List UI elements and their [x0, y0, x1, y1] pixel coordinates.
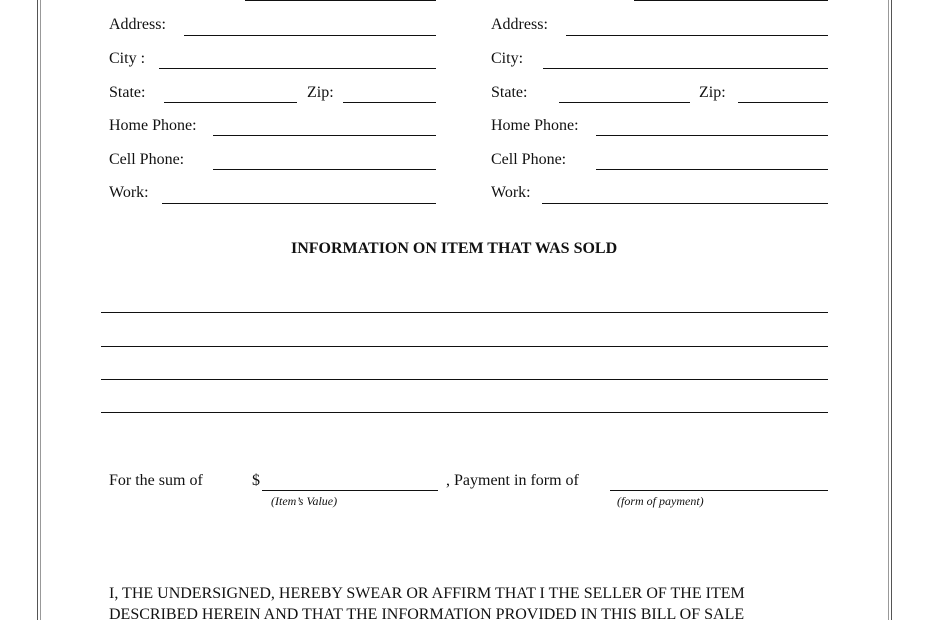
- seller-state-label: State:: [109, 84, 146, 101]
- payment-form-label: , Payment in form of: [446, 472, 579, 489]
- buyer-work-field[interactable]: [542, 203, 828, 204]
- seller-prev-field-line[interactable]: [245, 0, 436, 1]
- buyer-state-field[interactable]: [559, 102, 690, 103]
- page-border-left-inner: [40, 0, 41, 620]
- buyer-zip-field[interactable]: [738, 102, 828, 103]
- seller-work-label: Work:: [109, 184, 149, 201]
- buyer-cell-phone-label: Cell Phone:: [491, 151, 567, 168]
- item-section-heading: INFORMATION ON ITEM THAT WAS SOLD: [291, 240, 618, 257]
- buyer-prev-field-line[interactable]: [634, 0, 828, 1]
- buyer-zip-label: Zip:: [699, 84, 726, 101]
- buyer-work-label: Work:: [491, 184, 531, 201]
- seller-work-field[interactable]: [162, 203, 436, 204]
- buyer-cell-phone-field[interactable]: [596, 169, 828, 170]
- seller-home-phone-label: Home Phone:: [109, 117, 197, 134]
- item-value-field[interactable]: [262, 490, 438, 491]
- buyer-address-field[interactable]: [566, 35, 828, 36]
- dollar-sign: $: [252, 472, 260, 489]
- item-description-line-3[interactable]: [101, 379, 828, 380]
- seller-cell-phone-label: Cell Phone:: [109, 151, 185, 168]
- seller-address-label: Address:: [109, 16, 166, 33]
- page-border-right-inner: [888, 0, 889, 620]
- seller-address-field[interactable]: [184, 35, 436, 36]
- buyer-city-label: City:: [491, 50, 524, 67]
- affirmation-line-1: I, THE UNDERSIGNED, HEREBY SWEAR OR AFFIRM THAT I THE SELLER OF THE ITEM: [109, 585, 745, 602]
- seller-city-label: City :: [109, 50, 146, 67]
- affirmation-line-2: DESCRIBED HEREIN AND THAT THE INFORMATION PROVIDED IN THIS BILL OF SALE: [109, 606, 745, 623]
- item-value-caption: (Item’s Value): [271, 494, 338, 508]
- seller-home-phone-field[interactable]: [213, 135, 436, 136]
- seller-cell-phone-field[interactable]: [213, 169, 436, 170]
- sum-label: For the sum of: [109, 472, 203, 489]
- item-description-line-1[interactable]: [101, 312, 828, 313]
- buyer-home-phone-field[interactable]: [596, 135, 828, 136]
- buyer-address-label: Address:: [491, 16, 548, 33]
- buyer-city-field[interactable]: [543, 68, 828, 69]
- seller-state-field[interactable]: [164, 102, 297, 103]
- seller-city-field[interactable]: [159, 68, 436, 69]
- seller-zip-label: Zip:: [307, 84, 334, 101]
- payment-form-field[interactable]: [610, 490, 828, 491]
- page-border-left: [37, 0, 38, 620]
- page-border-right: [891, 0, 892, 620]
- buyer-home-phone-label: Home Phone:: [491, 117, 579, 134]
- seller-zip-field[interactable]: [343, 102, 436, 103]
- payment-form-caption: (form of payment): [617, 494, 704, 508]
- item-description-line-2[interactable]: [101, 346, 828, 347]
- buyer-state-label: State:: [491, 84, 528, 101]
- item-description-line-4[interactable]: [101, 412, 828, 413]
